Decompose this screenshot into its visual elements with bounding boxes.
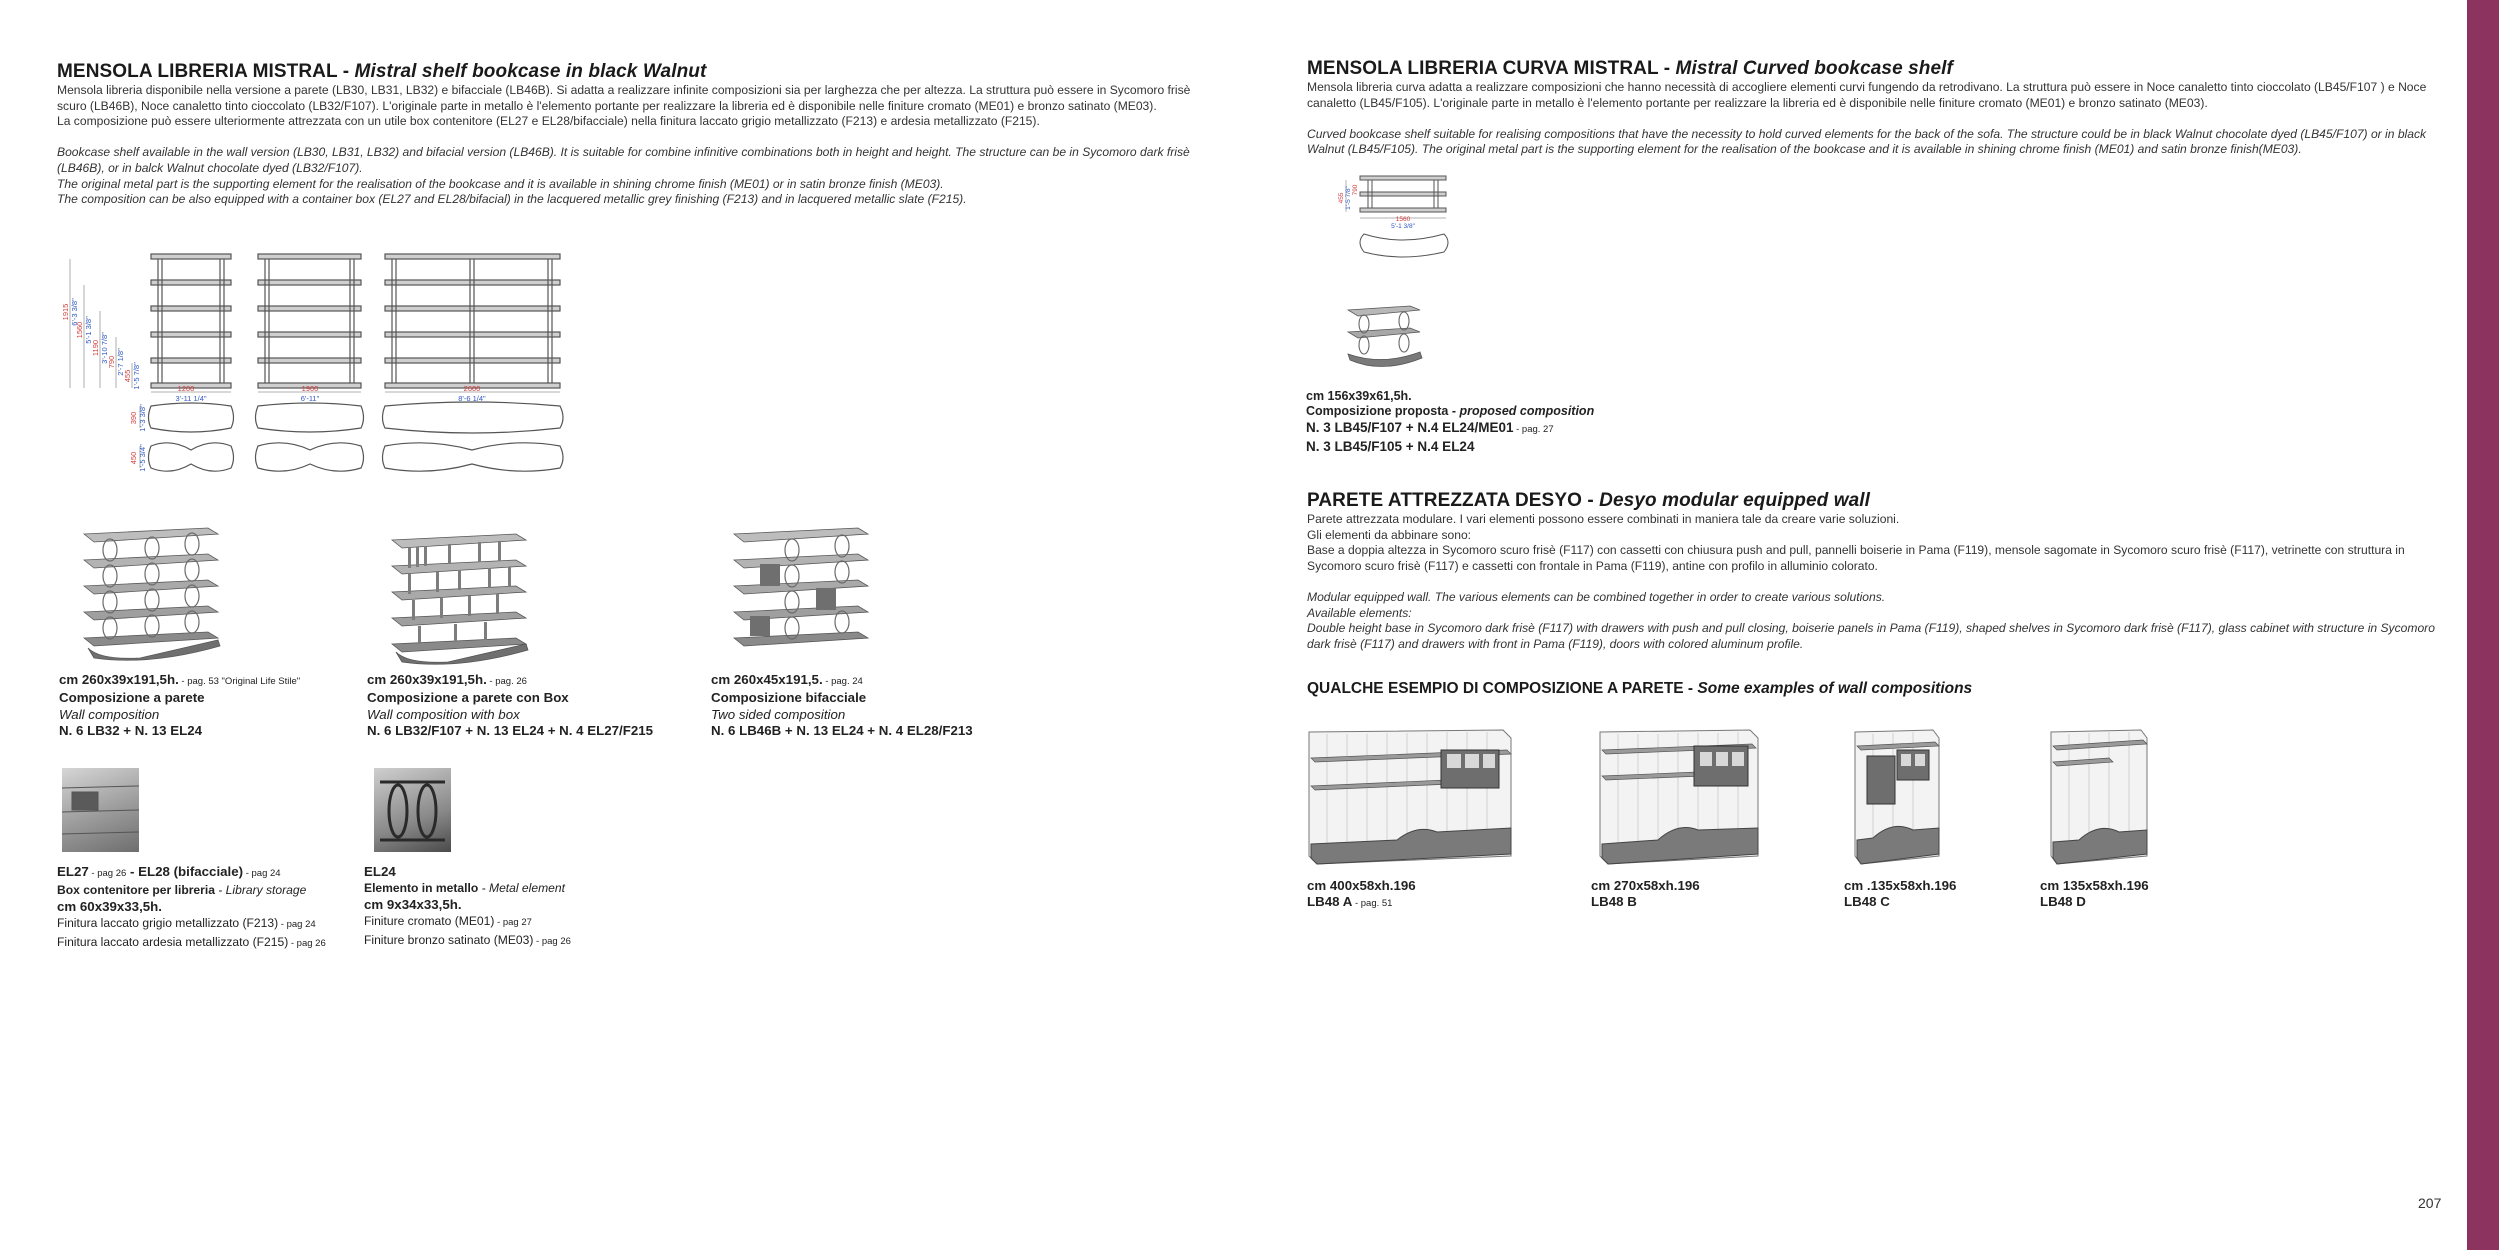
dim-depth-2: 450 (129, 451, 138, 465)
library-storage-photo-detail (62, 768, 139, 852)
dim-width-2: 1900 (301, 384, 319, 393)
left-title-italic: Mistral shelf bookcase in black Walnut (354, 61, 707, 82)
el24-caption: EL24 Elemento in metallo - Metal element cm 9x34x33,5h. Finiture cromato (ME01) - pag 27 Finiture bronzo satinato (ME03) - pag 26 (364, 864, 571, 947)
svg-text:1560: 1560 (1395, 216, 1411, 223)
dim-depth-1-in: 1'-3 3/8" (138, 404, 147, 432)
desyo-lb48c-render (1853, 728, 1943, 868)
dim-height-2-in: 5'-1 3/8" (84, 316, 93, 344)
dim-depth-1: 390 (129, 411, 138, 425)
dim-width-1: 1200 (177, 384, 195, 393)
mistral-technical-drawing (0, 0, 620, 490)
desyo-lb48a-render (1307, 728, 1517, 868)
dim-height-4-in: 2'-7 1/8" (116, 348, 125, 376)
composition-caption-1: cm 260x39x191,5h. - pag. 53 "Original Life Stile" Composizione a parete Wall composition N. 6 LB32 + N. 13 EL24 (59, 672, 301, 739)
elevation-1900 (258, 254, 361, 388)
svg-text:790: 790 (1352, 184, 1359, 196)
example-caption-a: cm 400x58xh.196 LB48 A - pag. 51 (1307, 878, 1416, 910)
el27-caption: EL27 - pag 26 - EL28 (bifacciale) - pag 24 Box contenitore per libreria - Library storage cm 60x39x33,5h. Finitura laccato grigio metallizzato (F213) - pag 24 Finitura laccato ardesia metallizzato (F215) - pag 26 (57, 864, 326, 949)
dim-width-1-in: 3'-11 1/4" (175, 394, 207, 403)
right-description (1307, 80, 2447, 158)
dim-height-4: 790 (107, 355, 116, 369)
left-en-paragraph: The composition can be also equipped with a container box (EL27 and EL28/bifacial) in the lacquered metallic grey finishing (F213) and in lacquered metallic slate (F215). (57, 192, 967, 207)
dim-height-5-in: 1'-5 7/8" (132, 362, 141, 390)
right-it-paragraph: Mensola libreria curva adatta a realizzare composizioni che hanno necessità di accogliere elementi curvi fungendo da retrodivano. La struttura può essere in Noce canaletto tinto cioccolato (LB45/F107 ) e Noce canaletto (LB45/F105). L'originale parte in metallo è l'elemento portante per realizzare la libreria ed è disponibile nelle finiture cromato (ME01) e bronzo satinato (ME03). (1307, 80, 2427, 110)
desyo-title: PARETE ATTREZZATA DESYO - Desyo modular equipped wall (1307, 490, 1871, 511)
dim-height-2: 1560 (75, 321, 84, 339)
dim-height-1-in: 6'-3 3/8" (70, 298, 79, 326)
elevation-1200 (151, 254, 231, 388)
dim-width-3: 2600 (463, 384, 481, 393)
dim-height-5: 455 (123, 369, 132, 383)
wall-composition-render (80, 520, 230, 665)
elevation-2600 (385, 254, 560, 388)
desyo-lb48b-render (1598, 728, 1763, 868)
svg-text:1'-5 7/8": 1'-5 7/8" (1345, 186, 1352, 210)
right-en-paragraph: Curved bookcase shelf suitable for realising compositions that have the necessity to hold curved elements for the back of the sofa. The structure could be in black Walnut chocolate dyed (LB45/F107) or in black Walnut (LB45/F105). The original metal part is the supporting element for the realisation of the bookcase and it is available in shining chrome finish (ME01) and satin bronze finish(ME03). (1307, 126, 2427, 157)
svg-text:455: 455 (1338, 192, 1345, 204)
left-it-paragraph: La composizione può essere ulteriormente attrezzata con un utile box contenitore (EL27 e EL28/bifacciale) nella finitura laccato grigio metallizzato (F213) e ardesia metallizzato (F215). (57, 114, 1040, 129)
left-it-paragraph: Mensola libreria disponibile nella versione a parete (LB30, LB31, LB32) e bifacciale (LB46B). Si adatta a realizzare infinite composizioni sia per larghezza che per altezza. La struttura può essere in Sycomoro frisè scuro (LB46B), Noce canaletto tinto cioccolato (LB32/F107). L'originale parte in metallo è l'elemento portante per realizzare la libreria ed è disponibile nelle finiture cromato (ME01) e bronzo satinato (ME03). (57, 83, 1191, 113)
composition-caption-3: cm 260x45x191,5. - pag. 24 Composizione bifacciale Two sided composition N. 6 LB46B + N. 13 EL24 + N. 4 EL28/F213 (711, 672, 973, 739)
left-title-main: MENSOLA LIBRERIA MISTRAL - (57, 61, 355, 82)
svg-text:5'-1 3/8": 5'-1 3/8" (1391, 223, 1415, 230)
curved-shelf-technical-drawing (1330, 168, 1460, 268)
example-caption-b: cm 270x58xh.196 LB48 B (1591, 878, 1700, 910)
dim-height-3: 1190 (91, 339, 100, 357)
desyo-description: Parete attrezzata modulare. I vari elementi possono essere combinati in maniera tale da creare varie soluzioni. Gli elementi da abbinare sono: Base a doppia altezza in Sycomoro scuro frisè (F117) con cassetti con chiusura push and pull, pannelli boiserie in Pama (F119), mensole sagomate in Sycomoro scuro frisè (F117), vetrinette con struttura in Sycomoro scuro frisè (F117) e cassetti con frontale in Pama (F119), antine con profilo in alluminio colorato. Modular equipped wall. The various elements can be combined together in order to create various solutions. Available elements: Double height base in Sycomoro dark frisè (F117) with drawers with push and pull closing, boiserie panels in Pama (F119), shaped shelves in Sycomoro dark frisè (F117), glass cabinet with structure in Sycomoro dark frisè (F117) and drawers with front in Pama (F119), doors with colored aluminum profile. (1307, 512, 2435, 651)
curved-composition-caption: cm 156x39x61,5h. Composizione proposta - proposed composition N. 3 LB45/F107 + N.4 EL24/ME01 - pag. 27 N. 3 LB45/F105 + N.4 EL24 (1306, 389, 1595, 454)
wall-composition-box-render (388, 530, 538, 665)
curved-shelf-render (1346, 302, 1426, 374)
example-caption-c: cm .135x58xh.196 LB48 C (1844, 878, 1957, 910)
right-title: MENSOLA LIBRERIA CURVA MISTRAL - Mistral Curved bookcase shelf (1307, 58, 1953, 79)
two-sided-composition-render (730, 520, 880, 665)
dim-height-3-in: 3'-10 7/8" (100, 332, 109, 364)
left-en-paragraph: Bookcase shelf available in the wall version (LB30, LB31, LB32) and bifacial version (LB46B). It is suitable for combine infinitive combinations both in height and height. The structure can be in Sycomoro dark frisè (LB46B), or in balck Walnut chocolate dyed (LB32/F107). (57, 145, 1190, 175)
dim-width-2-in: 6'-11" (300, 394, 320, 403)
left-en-paragraph: The original metal part is the supporting element for the realisation of the bookcase and it is available in shining chrome finish (ME01) or in satin bronze finish (ME03). (57, 176, 944, 191)
dim-depth-2-in: 1'-5 3/4" (138, 444, 147, 472)
composition-caption-2: cm 260x39x191,5h. - pag. 26 Composizione a parete con Box Wall composition with box N. 6 LB32/F107 + N. 13 EL24 + N. 4 EL27/F215 (367, 672, 654, 739)
dim-height-1: 1915 (61, 303, 70, 321)
page-number: 207 (2418, 1195, 2442, 1211)
dim-width-3-in: 8'-6 1/4" (458, 394, 486, 403)
examples-title: QUALCHE ESEMPIO DI COMPOSIZIONE A PARETE - Some examples of wall compositions (1307, 680, 1973, 697)
desyo-lb48d-render (2049, 728, 2154, 868)
page-edge-stripe (2467, 0, 2499, 1250)
metal-element-photo-detail (374, 768, 451, 852)
example-caption-d: cm 135x58xh.196 LB48 D (2040, 878, 2149, 910)
